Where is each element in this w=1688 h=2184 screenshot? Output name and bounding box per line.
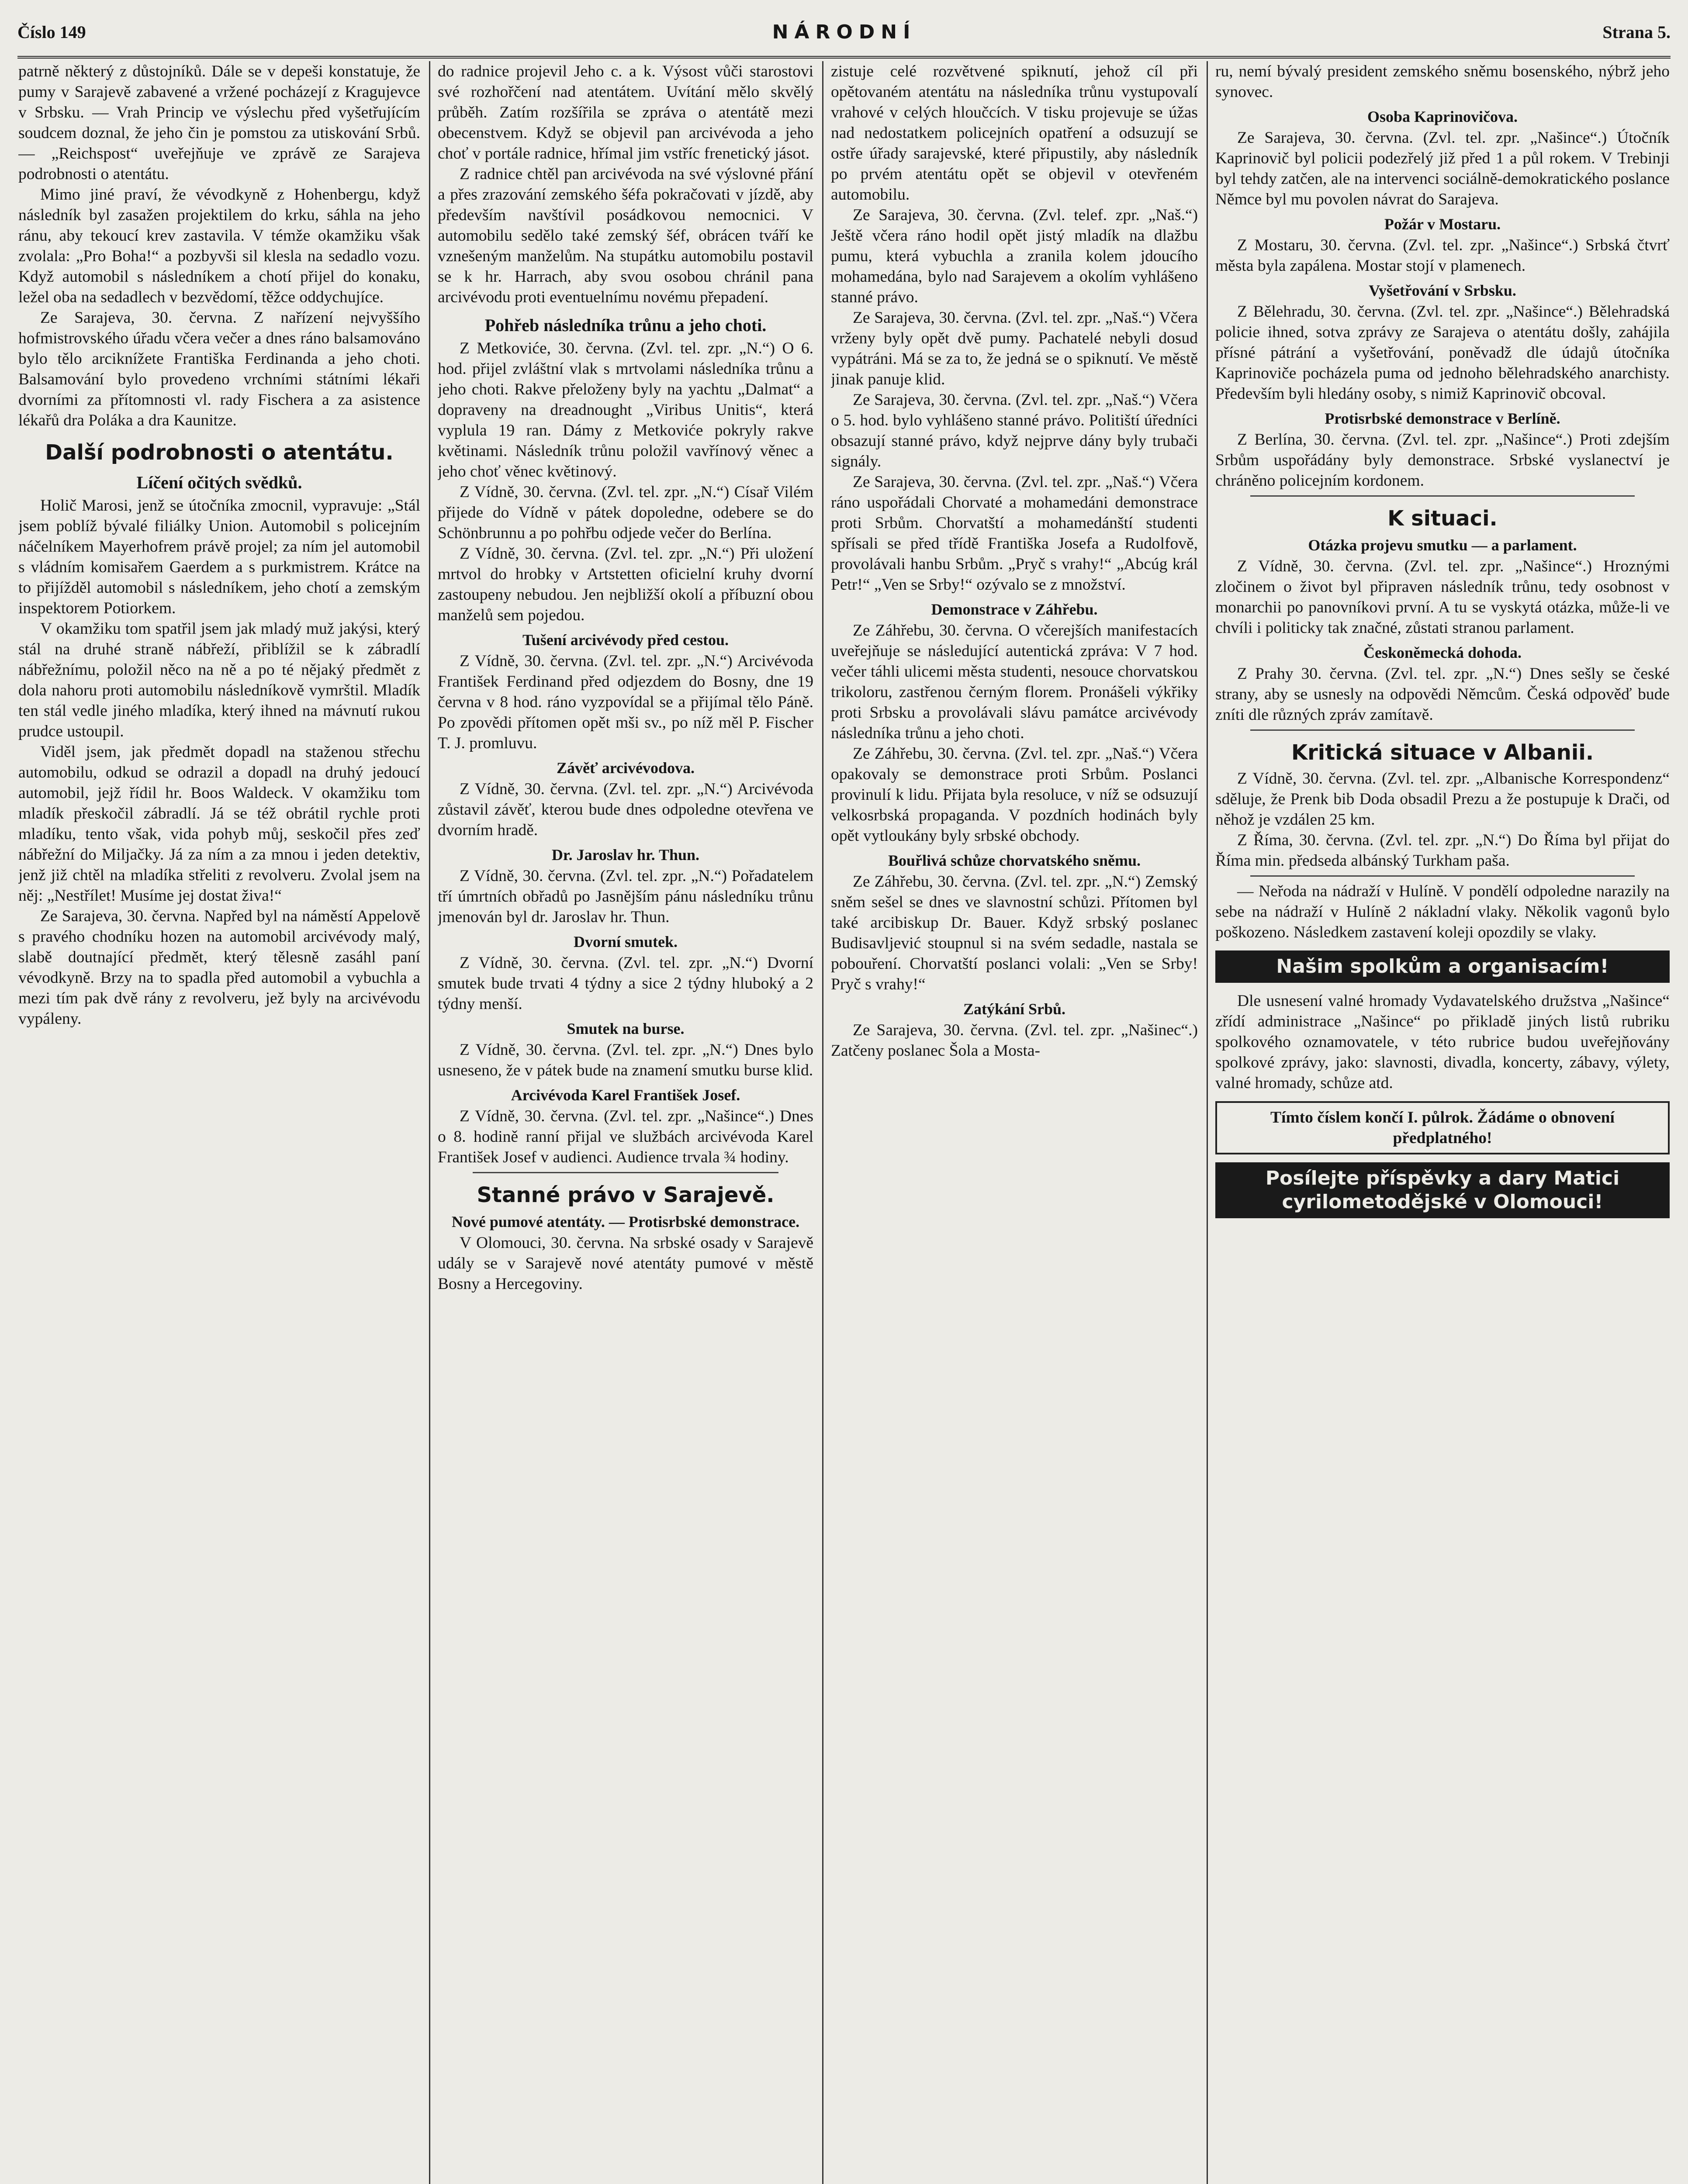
issue-number: Číslo 149 — [17, 22, 86, 42]
article-paragraph: Z Vídně, 30. června. (Zvl. tel. zpr. „Našince“.) Hroznými zločinem o život byl připraven následník trůnu, tedy osobnost v monarchii po panovníkovi první. A tu se vyskytá otázka, může-li ve chvíli i politicky tak značné, zůstati stranou parlament. — [1215, 557, 1670, 637]
article-paragraph: ru, nemí bývalý president zemského sněmu bosenského, nýbrž jeho synovec. — [1215, 62, 1670, 101]
article-paragraph: Dle usnesení valné hromady Vydavatelského družstva „Našince“ zřídí administrace „Našince“ po přikladě jiných listů rubriku spolkového oznamovatele, v této rubrice budou uveřejňovány spolkové zprávy, jako: slavnosti, divadla, koncerty, zábavy, výlety, valné hromady, schůze atd. — [1215, 992, 1670, 1092]
column-1 — [18, 61, 420, 2184]
column-2 — [438, 61, 813, 2184]
article-paragraph: Viděl jsem, jak předmět dopadl na staženou střechu automobilu, odkud se odrazil a dopadl na druhý jedoucí automobil, jejž řídil hr. Boos Waldeck. V okamžiku tom mladík přeskočil zábradlí. Já se též obrátil rychle proti mladíku, tento však, vida pohyb můj, seskočil přes zeď nábřežní do Miljačky. Já za ním a za mnou i jeden detektiv, jenž již chtěl na mladíka střeliti z revolveru. Zvolal jsem na něj: „Nestřílet! Musíme jej dostat živa!“ — [18, 743, 420, 905]
organizations-banner: Našim spolkům a organisacím! — [1215, 950, 1670, 983]
divider — [1250, 495, 1635, 497]
article-paragraph: Ze Sarajeva, 30. června. (Zvl. tel. zpr. „Naš.“) Včera o 5. hod. bylo vyhlášeno stanné právo. Politiští úředníci obsazují stanné právo, když nejprve dány byly trubači signály. — [831, 391, 1198, 470]
article-paragraph: Z Bělehradu, 30. června. (Zvl. tel. zpr. „Našince“.) Bělehradská policie ihned, sotva zprávy ze Sarajeva o atentátu došly, zahájila přísné pátrání a vyšetřování, poněvadž dle údajů útočníka Kaprinoviče pocházela puma od jednoho bělehradského anarchisty. Především byli hledány osoby, s nimiž Kaprinovič obcoval. — [1215, 303, 1670, 403]
masthead: NÁRODNÍ — [772, 21, 917, 43]
article-paragraph: zistuje celé rozvětvené spiknutí, jehož cíl při opětovaném atentátu na následníka trůnu vystupovalí vrahové v celých hloučcích. V tisku projevuje se úžas nad nedostatkem policejních opatření a odsuzují se ostře úřady sarajevské, které připustily, aby následník po prvém atentátu opět se objevil v otevřeném automobilu. — [831, 62, 1198, 204]
section-heading: Závěť arcivévodova. — [556, 759, 695, 777]
subscription-notice: Tímto číslem končí I. půlrok. Žádáme o obnovení předplatného! — [1215, 1101, 1670, 1154]
divider — [1250, 875, 1635, 877]
article-paragraph: Z Vídně, 30. června. (Zvl. tel. zpr. „N.“) Pořadatelem tří úmrtních obřadů po Jasnějším pánu následníku trůnu jmenován byl dr. Jaroslav hr. Thun. — [438, 867, 813, 926]
column-3 — [831, 61, 1198, 2184]
article-paragraph: Z radnice chtěl pan arcivévoda na své výslovné přání a přes zrazování zemského šéfa pokračovati v jízdě, aby především navštívil posádkovou nemocnici. V automobilu sedělo také zemský šéf, obrácen tváří ke vznešeným manželům. Na stupátku automobilu postavil se k hr. Harrach, aby svou osobou chránil pana arcivévodu proti eventuelnímu novému přepadení. — [438, 165, 813, 306]
article-paragraph: Z Mostaru, 30. června. (Zvl. tel. zpr. „Našince“.) Srbská čtvrť města byla zapálena. Mostar stojí v plamenech. — [1215, 236, 1670, 275]
article-paragraph: Mimo jiné praví, že vévodkyně z Hohenbergu, když následník byl zasažen projektilem do krku, sáhla na jeho ránu, aby tekoucí krev zastavila. V témže okamžiku však zvolala: „Pro Boha!“ a pozbyvši sil klesla na sedadlo vozu. Když automobil s následníkem a chotí přijel do konaku, ležel oba na sedadlech v bezvědomí, těžce oddychujíce. — [18, 186, 420, 306]
article-paragraph: V okamžiku tom spatřil jsem jak mladý muž jakýsi, který stál na druhé straně nábřeží, přiblížil se k zábradlí nábřežnímu, položil něco na ně a po té nějaký předmět z dola nahoru proti automobilu následníkově vymrštil. Mladík ten stál vedle jiného mladíka, který ihned na mávnutí rukou prudce ustoupil. — [18, 620, 420, 740]
divider — [1250, 729, 1635, 731]
article-paragraph: Z Prahy 30. června. (Zvl. tel. zpr. „N.“) Dnes sešly se české strany, aby se usnesly na odpovědi Němcům. Česká odpověď bude zníti dle různých zpráv zamítavě. — [1215, 665, 1670, 724]
article-paragraph: Ze Sarajeva, 30. června. (Zvl. tel. zpr. „Našinec“.) Zatčeny poslanec Šola a Mosta- — [831, 1021, 1198, 1060]
section-heading: Arcivévoda Karel František Josef. — [511, 1086, 740, 1104]
article-paragraph: V Olomouci, 30. června. Na srbské osady v Sarajevě udály se v Sarajevě nové atentáty pumové v městě Bosny a Hercegoviny. — [438, 1234, 813, 1293]
article-paragraph: Z Vídně, 30. června. (Zvl. tel. zpr. „N.“) Dnes bylo usneseno, že v pátek bude na znamení smutku burse klid. — [438, 1041, 813, 1079]
article-paragraph: Z Vídně, 30. června. (Zvl. tel. zpr. „N.“) Císař Vilém přijede do Vídně v pátek dopoledne, odebere se do Schönbrunnu a po pohřbu odjede večer do Berlína. — [438, 483, 813, 542]
section-heading: Protisrbské demonstrace v Berlíně. — [1325, 410, 1560, 427]
article-paragraph: do radnice projevil Jeho c. a k. Výsost vůči starostovi své rozhořčení nad atentátem. Uvítání mělo skvělý průběh. Zatím rozšířila se zpráva o atentátě mezi obecenstvem. Když se objevil pan arcivévoda a jeho choť v portále radnice, hřímal jim vstříc frenetický jásot. — [438, 62, 813, 162]
article-paragraph: Z Metkoviće, 30. června. (Zvl. tel. zpr. „N.“) O 6. hod. přijel zvláštní vlak s mrtvolami následníka trůnu a jeho choti. Rakve přeloženy byly na yachtu „Dalmat“ a dopraveny na dreadnought „Viribus Unitis“, která vyplula 19 ran. Dámy z Metkoviće pokryly rakve květinami. Následník trůnu položil vavřínový věnec a jeho choť věnec květinový. — [438, 339, 813, 480]
section-heading: Zatýkání Srbů. — [963, 1000, 1066, 1018]
article-subheadline: Líčení očitých svědků. — [136, 473, 302, 492]
article-paragraph: Z Říma, 30. června. (Zvl. tel. zpr. „N.“) Do Říma byl přijat do Říma min. předseda albánský Turkham paša. — [1215, 831, 1670, 870]
section-heading: Českoněmecká dohoda. — [1363, 644, 1522, 661]
column-rule — [822, 61, 823, 2184]
column-4 — [1215, 61, 1670, 2184]
article-paragraph: Ze Sarajeva, 30. června. (Zvl. tel. zpr. „Naš.“) Včera vrženy byly opět dvě pumy. Pachatelé nebyli dosud vypátráni. Má se za to, že jedná se o spiknutí. Ve městě jinak panuje klid. — [831, 309, 1198, 388]
article-paragraph: Ze Sarajeva, 30. června. Napřed byl na náměstí Appelově s pravého chodníku hozen na automobil arcivévody malý, slabě doutnající předmět, který tělesně zasáhl paní vévodkyně. Brzy na to spadla před automobil a vybuchla a mezi tím pak dvě rány z revolveru, jež byly na arcivévodu vypáleny. — [18, 907, 420, 1028]
section-heading: Tušení arcivévody před cestou. — [522, 631, 729, 649]
article-paragraph: — Neřoda na nádraží v Hulíně. V pondělí odpoledne narazily na sebe na nádraží v Hulíně 2 nákladní vlaky. Několik vagonů bylo poškozeno. Následkem zastavení koleji opozdily se vlaky. — [1215, 882, 1670, 941]
article-headline: Kritická situace v Albanii. — [1291, 740, 1594, 765]
section-heading: Vyšetřování v Srbsku. — [1369, 282, 1516, 299]
article-headline: K situaci. — [1387, 506, 1498, 531]
article-paragraph: Ze Záhřebu, 30. června. (Zvl. tel. zpr. „N.“) Zemský sněm sešel se dnes ve slavnostní schůzi. Přítomen byl také arcibiskup Dr. Bauer. Když srbský poslanec Budisavljević stoupnul si na svém sedadle, nastala se pobouření. Chorvatští poslanci volali: „Ven se Srby! Pryč s vrahy!“ — [831, 873, 1198, 993]
article-paragraph: Z Berlína, 30. června. (Zvl. tel. zpr. „Našince“.) Proti zdejším Srbům uspořádány byly demonstrace. Srbské vyslanectví je chráněno policejním kordonem. — [1215, 431, 1670, 490]
article-paragraph: Z Vídně, 30. června. (Zvl. tel. zpr. „N.“) Při uložení mrtvol do hrobky v Artstetten oficielní kruhy dvorní zastoupeny nebudou. Jen nejbližší okolí a příbuzní obou manželů sem pojedou. — [438, 545, 813, 624]
article-paragraph: Ze Záhřebu, 30. června. O včerejších manifestacích uveřejňuje se následující autentická zpráva: V 7 hod. večer táhli ulicemi města studenti, nesouce chorvatskou trikoloru, zastřenou černým florem. Pronášeli výkřiky proti Srbsku a provolávali slávu památce arcivévody následníka trůnu a jeho choti. — [831, 622, 1198, 742]
divider — [473, 1172, 778, 1173]
column-rule — [1207, 61, 1208, 2184]
article-paragraph: Ze Záhřebu, 30. června. (Zvl. tel. zpr. „Naš.“) Včera opakovaly se demonstrace proti Srbům. Poslanci provinulí k lidu. Přijata byla resoluce, v níž se odsuzují velkosrbská propaganda. V pozdních hodinách byly opět vytloukány byly srbské obchody. — [831, 745, 1198, 845]
column-rule — [429, 61, 430, 2184]
article-paragraph: Ze Sarajeva, 30. června. (Zvl. tel. zpr. „Naš.“) Včera ráno uspořádali Chorvaté a mohamedáni demonstrace proti Srbům. Chorvatští a mohamedánští studenti spřísali se před třídě Františka Josefa a Rudolfově, provolávali hanbu Srbům. „Pryč s vrahy!“ „Abcúg král Petr!“ „Ven se Srby!“ ozývalo se z množství. — [831, 473, 1198, 594]
article-paragraph: Ze Sarajeva, 30. června. (Zvl. tel. zpr. „Našince“.) Útočník Kaprinovič byl policii podezřelý již před 1 a půl rokem. V Trebinji byl tehdy zatčen, ale na intervenci sociálně-demokratického poslance Němce byl mu povolen návrat do Sarajeva. — [1215, 129, 1670, 208]
article-paragraph: Z Vídně, 30. června. (Zvl. tel. zpr. „N.“) Arcivévoda František Ferdinand před odjezdem do Bosny, dne 19 června v 8 hod. ráno vyzpovídal se a přijímal tělo Páně. Po zpovědi přítomen opět mši sv., po níž měl P. Fischer T. J. promluvu. — [438, 652, 813, 752]
section-heading: Smutek na burse. — [567, 1020, 685, 1037]
section-heading: Požár v Mostaru. — [1384, 215, 1501, 233]
article-subheadline: Nové pumové atentáty. — Protisrbské demonstrace. — [451, 1213, 800, 1230]
section-heading: Dvorní smutek. — [573, 933, 678, 950]
article-paragraph: patrně některý z důstojníků. Dále se v depeši konstatuje, že pumy v Sarajevě zabavené a vržené pocházejí z Kragujevce v Srbsku. — Vrah Princip ve výslechu před vyšetřujícím soudcem doznal, že jeho čin je pomstou za utiskování Srbů. — „Reichspost“ uveřejňuje ve zprávě ze Sarajeva podrobnosti o atentátu. — [18, 62, 420, 183]
article-paragraph: Z Vídně, 30. června. (Zvl. tel. zpr. „N.“) Dvorní smutek bude trvati 4 týdny a sice 2 týdny hluboký a 2 týdny menší. — [438, 954, 813, 1013]
section-heading: Bouřlivá schůze chorvatského sněmu. — [888, 852, 1141, 869]
page-header — [17, 8, 1671, 59]
article-paragraph: Holič Marosi, jenž se útočníka zmocnil, vypravuje: „Stál jsem poblíž bývalé filiálky Union. Automobil s policejním náčelníkem Mayerhofrem právě projel; za ním jel automobil s vládním komisařem Gaerdem a s purkmistrem. Krátce na to přijížděl automobil s následníkem, jeho chotí a zemským inspektorem Potiorkem. — [18, 497, 420, 617]
article-headline: Další podrobnosti o atentátu. — [45, 440, 394, 465]
page-number: Strana 5. — [1602, 22, 1671, 42]
section-heading: Osoba Kaprinovičova. — [1367, 108, 1518, 125]
section-heading: Demonstrace v Záhřebu. — [931, 601, 1098, 618]
article-paragraph: Z Vídně, 30. června. (Zvl. tel. zpr. „Albanische Korrespondenz“ sděluje, že Prenk bib Doda obsadil Prezu a že postupuje k Drači, od něhož je vzdálen 25 km. — [1215, 770, 1670, 829]
article-paragraph: Z Vídně, 30. června. (Zvl. tel. zpr. „Našince“.) Dnes o 8. hodině ranní přijal ve službách arcivévoda Karel František Josef v audienci. Audience trvala ¾ hodiny. — [438, 1107, 813, 1166]
donation-banner: Posílejte příspěvky a dary Matici cyrilometodějské v Olomouci! — [1215, 1162, 1670, 1218]
article-paragraph: Ze Sarajeva, 30. června. (Zvl. telef. zpr. „Naš.“) Ještě včera ráno hodil opět jistý mladík na dlažbu pumu, která vybuchla a zranila kolem jdoucího mohamedána, bylo nad Sarajevem a okolím vyhlášeno stanné právo. — [831, 206, 1198, 306]
article-paragraph: Ze Sarajeva, 30. června. Z nařízení nejvyššího hofmistrovského úřadu včera večer a dnes ráno balsamováno bylo tělo arciknížete Františka Ferdinanda a jeho choti. Balsamování bylo provedeno vrchními státními lékaři dvorními za přítomnosti vl. rady Fischera a za asistence lékařů dra Poláka a dra Kaunitze. — [18, 309, 420, 429]
section-heading: Dr. Jaroslav hr. Thun. — [551, 846, 700, 864]
article-subheadline: Otázka projevu smutku — a parlament. — [1308, 536, 1577, 554]
section-heading: Pohřeb následníka trůnu a jeho choti. — [484, 315, 767, 335]
article-paragraph: Z Vídně, 30. června. (Zvl. tel. zpr. „N.“) Arcivévoda zůstavil závěť, kterou bude dnes odpoledne otevřena ve dvorním hradě. — [438, 780, 813, 839]
article-headline: Stanné právo v Sarajevě. — [477, 1183, 775, 1207]
